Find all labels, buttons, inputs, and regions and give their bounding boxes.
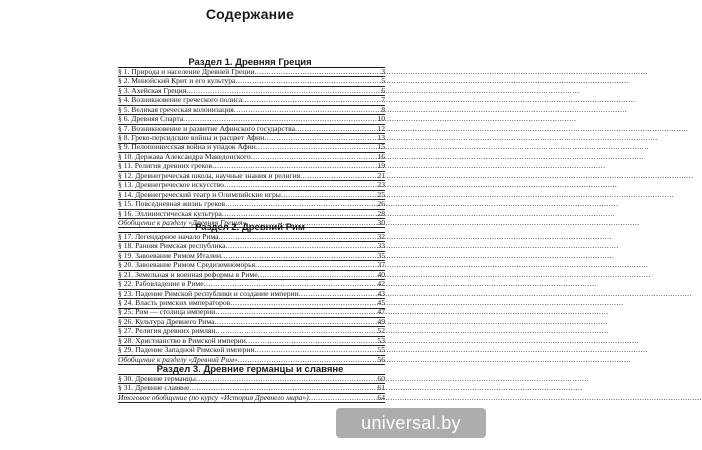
toc-entry-title: § 1. Природа и население Древней Греции <box>118 66 255 76</box>
toc-page-number: 56 <box>377 354 385 364</box>
toc-entry-title: § 31. Древние славяне <box>118 383 190 393</box>
dot-leader <box>212 161 376 170</box>
dot-leader <box>242 95 380 104</box>
toc-page-number: 16 <box>377 151 385 161</box>
dot-leader <box>256 142 377 151</box>
toc-entry-title: Итоговое обобщение (по курсу «История Древнего мира») <box>118 392 309 402</box>
toc-entry-title: § 5. Великая греческая колонизация <box>118 104 234 114</box>
toc-entry-title: § 15. Повседневная жизнь греков <box>118 199 226 209</box>
dot-leader <box>186 86 380 95</box>
toc-entry-title: § 27. Религия древних римлян <box>118 326 216 336</box>
toc-entry-title: § 14. Древнегреческий театр и Олимпийские игры <box>118 189 281 199</box>
toc-entry-title: Обобщение к разделу «Древний Рим» <box>118 354 238 364</box>
dot-leader <box>234 105 380 114</box>
dot-leader <box>264 133 376 142</box>
section-list-3 <box>118 375 385 403</box>
toc-page-number: 19 <box>377 161 385 171</box>
toc-page-number: 25 <box>377 189 385 199</box>
toc-entry-title: § 22. Рабовладение в Риме <box>118 279 204 289</box>
toc-entry-title: § 13. Древнегреческое искусство <box>118 180 224 190</box>
dot-leader <box>235 76 380 85</box>
toc-page-number: 3 <box>381 66 385 76</box>
dot-leader <box>222 209 377 218</box>
toc-entry-title: § 17. Легендарное начало Рима <box>118 231 219 241</box>
toc-page-number: 6 <box>381 85 385 95</box>
toc-entry-title: § 19. Завоевание Римом Италии <box>118 250 222 260</box>
toc-page-number: 47 <box>377 307 385 317</box>
toc-page-number: 15 <box>377 142 385 152</box>
toc-page-number: 60 <box>377 373 385 383</box>
toc-entry-title: § 2. Минойский Крит и его культура <box>118 76 236 86</box>
dot-leader <box>225 241 376 250</box>
toc-entry-title: § 25. Рим — столица империи <box>118 307 216 317</box>
toc-page-number: 7 <box>381 95 385 105</box>
toc-entry-title: § 3. Ахейская Греция <box>118 85 187 95</box>
dot-leader <box>221 251 376 260</box>
toc-entry-title: § 11. Религия древних греков <box>118 161 213 171</box>
toc-entry-title: § 16. Эллинистическая культура <box>118 208 222 218</box>
dot-leader <box>183 114 376 123</box>
dot-leader <box>230 298 376 307</box>
dot-leader <box>215 317 377 326</box>
toc-page-number: 49 <box>377 316 385 326</box>
section-list-2 <box>118 233 385 365</box>
toc-page-number: 28 <box>377 208 385 218</box>
dot-leader <box>215 326 376 335</box>
toc-entry-title: § 7. Возникновение и развитие Афинского государства <box>118 123 295 133</box>
toc-entry-title: Обобщение к разделу «Древняя Греция» <box>118 217 247 227</box>
dot-leader <box>251 152 377 161</box>
toc-entry-title: § 26. Культура Древнего Рима <box>118 316 215 326</box>
toc-page-number: 45 <box>377 298 385 308</box>
dot-leader <box>300 171 376 180</box>
toc-page-number: 53 <box>377 335 385 345</box>
dot-leader <box>246 336 377 345</box>
toc-page-number: 37 <box>377 260 385 270</box>
toc-page-number: 13 <box>377 133 385 143</box>
toc-page-number: 32 <box>377 231 385 241</box>
toc-page-number: 52 <box>377 326 385 336</box>
dot-leader <box>255 260 376 269</box>
dot-leader <box>196 374 377 383</box>
dot-leader <box>299 289 377 298</box>
toc-entry-title: § 24. Власть римских императоров <box>118 298 231 308</box>
dot-leader <box>215 307 376 316</box>
toc-entry-title: § 12. Древнегреческая школа, научные знания и религия <box>118 170 301 180</box>
toc-entry-title: § 6. Древняя Спарта <box>118 114 184 124</box>
toc-entry-title: § 10. Держава Александра Македонского <box>118 151 251 161</box>
section-heading-2: Раздел 2. Древний Рим <box>195 222 305 233</box>
section-heading-1: Раздел 1. Древняя Греция <box>188 57 312 68</box>
dot-leader <box>189 383 376 392</box>
dot-leader <box>258 270 377 279</box>
dot-leader <box>309 393 377 402</box>
toc-page-number: 21 <box>377 170 385 180</box>
section-heading-3: Раздел 3. Древние германцы и славяне <box>156 364 344 375</box>
toc-page-number: 23 <box>377 180 385 190</box>
watermark-logo: universal.by <box>336 408 486 438</box>
toc-entry-title: § 21. Земельная и военная реформы в Риме <box>118 269 258 279</box>
dot-leader <box>255 345 377 354</box>
toc-entry-title: § 18. Ранняя Римская республика <box>118 241 226 251</box>
dot-leader <box>281 190 377 199</box>
toc-page-number: 33 <box>377 241 385 251</box>
toc-page-number: 61 <box>377 383 385 393</box>
toc-entry-title: § 30. Древние германцы <box>118 373 196 383</box>
toc-page-number: 55 <box>377 345 385 355</box>
toc-entry-title: § 29. Падение Западной Римской империи <box>118 345 255 355</box>
toc-page-number: 26 <box>377 199 385 209</box>
dot-leader <box>255 67 381 76</box>
toc-entry-title: § 20. Завоевание Римом Средиземноморья <box>118 260 256 270</box>
toc-entry-title: § 8. Греко-персидские войны и расцвет Афин <box>118 133 265 143</box>
toc-page-number: 35 <box>377 250 385 260</box>
dot-leader <box>219 232 377 241</box>
toc-page-number: 12 <box>377 123 385 133</box>
toc-entry-title: § 28. Христианство в Римской империи <box>118 335 246 345</box>
section-list-1 <box>118 68 385 228</box>
dot-leader <box>204 279 377 288</box>
toc-page-number: 64 <box>377 392 385 402</box>
toc-page-number: 40 <box>377 269 385 279</box>
toc-page-number: 8 <box>381 104 385 114</box>
dot-leader <box>225 199 376 208</box>
toc-entry-title: § 4. Возникновение греческого полиса <box>118 95 243 105</box>
toc-entry-title: § 9. Пелопоннесская война и упадок Афин <box>118 142 256 152</box>
toc-page-number: 5 <box>381 76 385 86</box>
toc-page-number: 10 <box>377 114 385 124</box>
page-title: Содержание <box>205 6 295 22</box>
dot-leader <box>224 180 376 189</box>
toc-entry-title: § 23. Падение Римской республики и создание империи <box>118 288 299 298</box>
toc-page-number: 30 <box>377 217 385 227</box>
toc-page-number: 42 <box>377 279 385 289</box>
dot-leader <box>295 124 376 133</box>
toc-page-number: 43 <box>377 288 385 298</box>
dot-leader <box>238 355 377 364</box>
toc-summary-row <box>118 394 385 403</box>
